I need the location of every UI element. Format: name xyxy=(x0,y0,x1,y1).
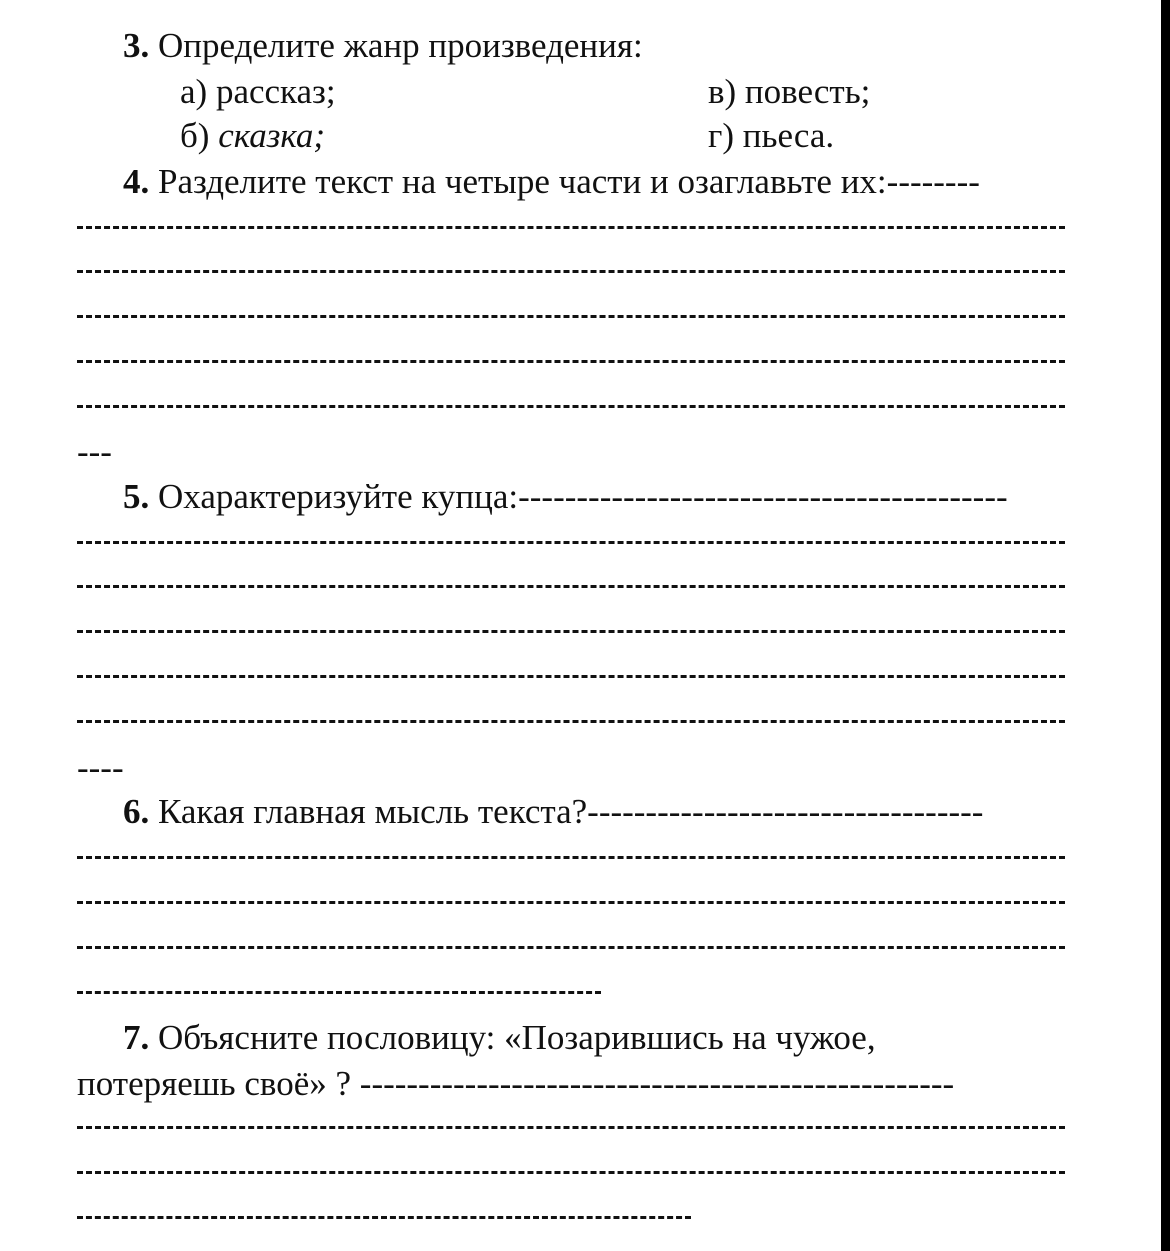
question-6-heading xyxy=(123,792,983,832)
answer-line-q4-2[interactable] xyxy=(77,270,1065,273)
question-3-number: 3. xyxy=(123,26,150,65)
answer-line-q6-1[interactable] xyxy=(77,856,1065,859)
page-edge-bar xyxy=(1161,0,1170,1251)
question-5-number: 5. xyxy=(123,477,150,516)
answer-line-q4-5[interactable] xyxy=(77,405,1065,408)
answer-line-q6-2[interactable] xyxy=(77,901,1065,904)
question-4-number: 4. xyxy=(123,162,150,201)
question-7-heading xyxy=(123,1018,876,1058)
question-7-text-line2: потеряешь своё» ? --------------------------------------------------- xyxy=(77,1064,955,1103)
answer-line-q4-1[interactable] xyxy=(77,226,1065,229)
question-3-option-a: а) рассказ; xyxy=(180,72,336,111)
question-5-heading xyxy=(123,477,1008,517)
question-3-option-v: в) повесть; xyxy=(708,72,871,111)
answer-line-q4-3[interactable] xyxy=(77,315,1065,318)
question-6-text: Какая главная мысль текста?---------------------------------- xyxy=(149,792,984,831)
question-3-option-b-label: б) xyxy=(180,116,219,155)
question-4-text: Разделите текст на четыре части и озаглавьте их:-------- xyxy=(149,162,980,201)
question-4-tail: --- xyxy=(77,432,112,471)
question-3-heading xyxy=(123,26,643,66)
question-3-text: Определите жанр произведения: xyxy=(149,26,643,65)
question-5-text: Охарактеризуйте купца:------------------------------------------ xyxy=(149,477,1008,516)
answer-line-q7-2[interactable] xyxy=(77,1171,1065,1174)
answer-line-q4-4[interactable] xyxy=(77,360,1065,363)
answer-line-q6-3[interactable] xyxy=(77,946,1065,949)
question-3-option-b xyxy=(180,116,325,156)
answer-line-q5-5[interactable] xyxy=(77,720,1065,723)
question-7-text: Объясните пословицу: «Позарившись на чужое, xyxy=(149,1018,876,1057)
question-3-option-b-text: сказка; xyxy=(218,116,326,155)
answer-line-q6-4[interactable] xyxy=(77,991,601,994)
answer-line-q7-1[interactable] xyxy=(77,1126,1065,1129)
question-5-tail: ---- xyxy=(77,748,124,787)
question-3-option-g: г) пьеса. xyxy=(708,116,835,155)
answer-line-q5-3[interactable] xyxy=(77,630,1065,633)
question-6-number: 6. xyxy=(123,792,150,831)
answer-line-q7-3[interactable] xyxy=(77,1216,691,1219)
answer-line-q5-4[interactable] xyxy=(77,675,1065,678)
question-7-number: 7. xyxy=(123,1018,150,1057)
question-4-heading xyxy=(123,162,980,202)
answer-line-q5-1[interactable] xyxy=(77,541,1065,544)
answer-line-q5-2[interactable] xyxy=(77,585,1065,588)
